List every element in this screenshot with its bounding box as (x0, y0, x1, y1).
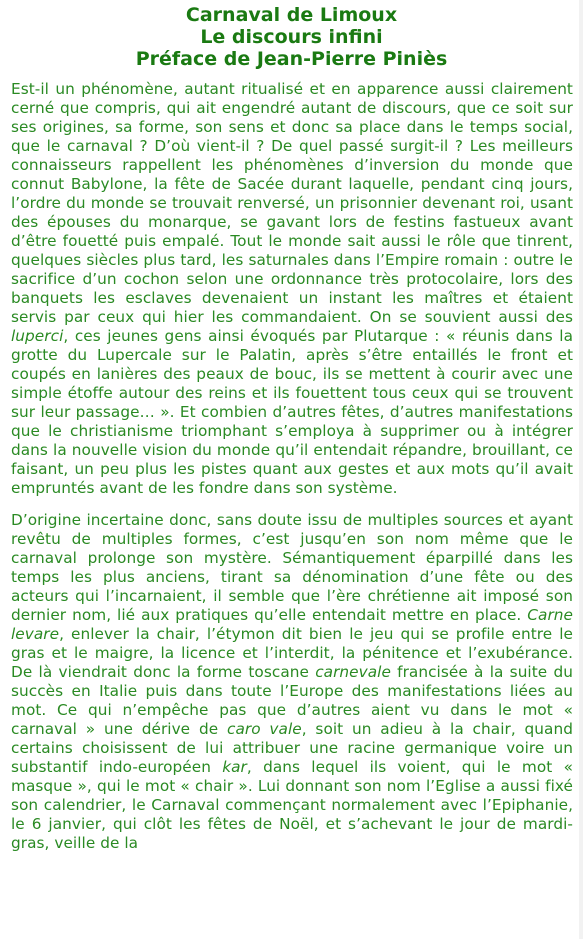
title-line-1: Carnaval de Limoux (185, 4, 398, 26)
paragraph-1 (11, 80, 573, 498)
paragraph-1-seg-2: luperci (11, 327, 64, 345)
paragraph-2-seg-4: carnevale (315, 663, 391, 681)
page-header (0, 0, 583, 70)
paragraph-1-seg-1: Est-il un phénomène, autant ritualisé et en apparence aussi clairement cerné que compris, qui ait engendré autant de discours, que ce soit sur ses origines, sa forme, son sens et donc sa place dans le temps social, que le carnaval ? D’où vient-il ? De quel passé surgit-il ? Les meilleurs connaisseurs rappellent les phénomènes d’inversion du monde que connut Babylone, la fête de Sacée durant laquelle, pendant cinq jours, l’ordre du monde se trouvait renversé, un prisonnier devenant roi, usant des épouses du monarque, se gavant lors de festins fastueux avant d’être fouetté puis empalé. Tout le monde sait aussi le rôle que tinrent, quelques siècles plus tard, les saturnales dans l’Empire romain : outre le sacrifice d’un cochon selon une ordonnance très protocolaire, lors des banquets les esclaves devenaient un instant les maîtres et étaient servis par ceux qui hier les commandaient. On se souvient aussi des (11, 80, 573, 326)
article-body (0, 70, 583, 853)
paragraph-2-seg-7: , soit un adieu à la chair, quand certains choisissent de lui attribuer une racine germanique voire un substantif indo-européen (11, 720, 573, 776)
paragraph-1-seg-3: , ces jeunes gens ainsi évoqués par Plutarque : « réunis dans la grotte du Lupercale sur le Palatin, après s’être entaillés le front et coupés en lanières des peaux de bouc, ils se mettent à courir avec une simple étoffe autour des reins et ils fouettent tous ceux qui se trouvent sur leur passage… ». Et combien d’autres fêtes, d’autres manifestations que le christianisme triomphant s’employa à supprimer ou à intégrer dans la nouvelle vision du monde qu’il entendait répandre, brouillant, ce faisant, un peu plus les pistes quant aux gestes et aux mots qu’il avait empruntés avant de les fondre dans son système. (11, 327, 573, 497)
paragraph-2-seg-9: , dans lequel ils voient, qui le mot « masque », qui le mot « chair ». Lui donnant son nom l’Eglise a aussi fixé son calendrier, le Carnaval commençant normalement avec l’Epiphanie, le 6 janvier, qui clôt les fêtes de Noël, et s’achevant le jour de mardi-gras, veille de la (11, 758, 573, 852)
paragraph-2-seg-6: caro vale (226, 720, 302, 738)
paragraph-2 (11, 511, 573, 853)
paragraph-2-seg-5: francisée à la suite du succès en Italie puis dans toute l’Europe des manifestations liées au mot. Ce qui n’empêche pas que d’autres aient vu dans le mot « carnaval » une dérive de (11, 663, 573, 738)
paragraph-2-seg-3: , enlever la chair, l’étymon dit bien le jeu qui se profile entre le gras et le maigre, la licence et l’interdit, la pénitence et l’exubérance. De là viendrait donc la forme toscane (11, 625, 573, 681)
paragraph-2-seg-2: Carne levare (11, 606, 573, 643)
paragraph-2-seg-1: D’origine incertaine donc, sans doute issu de multiples sources et ayant revêtu de multiples formes, c’est jusqu’en son nom même que le carnaval prolonge son mystère. Sémantiquement éparpillé dans les temps les plus anciens, tirant sa dénomination d’une fête ou des acteurs qui l’incarnaient, il semble que l’ère chrétienne ait imposé son dernier nom, lié aux pratiques qu’elle entendait mettre en place. (11, 511, 573, 624)
vertical-scrollbar[interactable] (579, 0, 583, 939)
title-line-3: Préface de Jean-Pierre Piniès (135, 48, 448, 70)
paragraph-2-seg-8: kar (222, 758, 247, 776)
title-line-2: Le discours infini (200, 26, 383, 48)
